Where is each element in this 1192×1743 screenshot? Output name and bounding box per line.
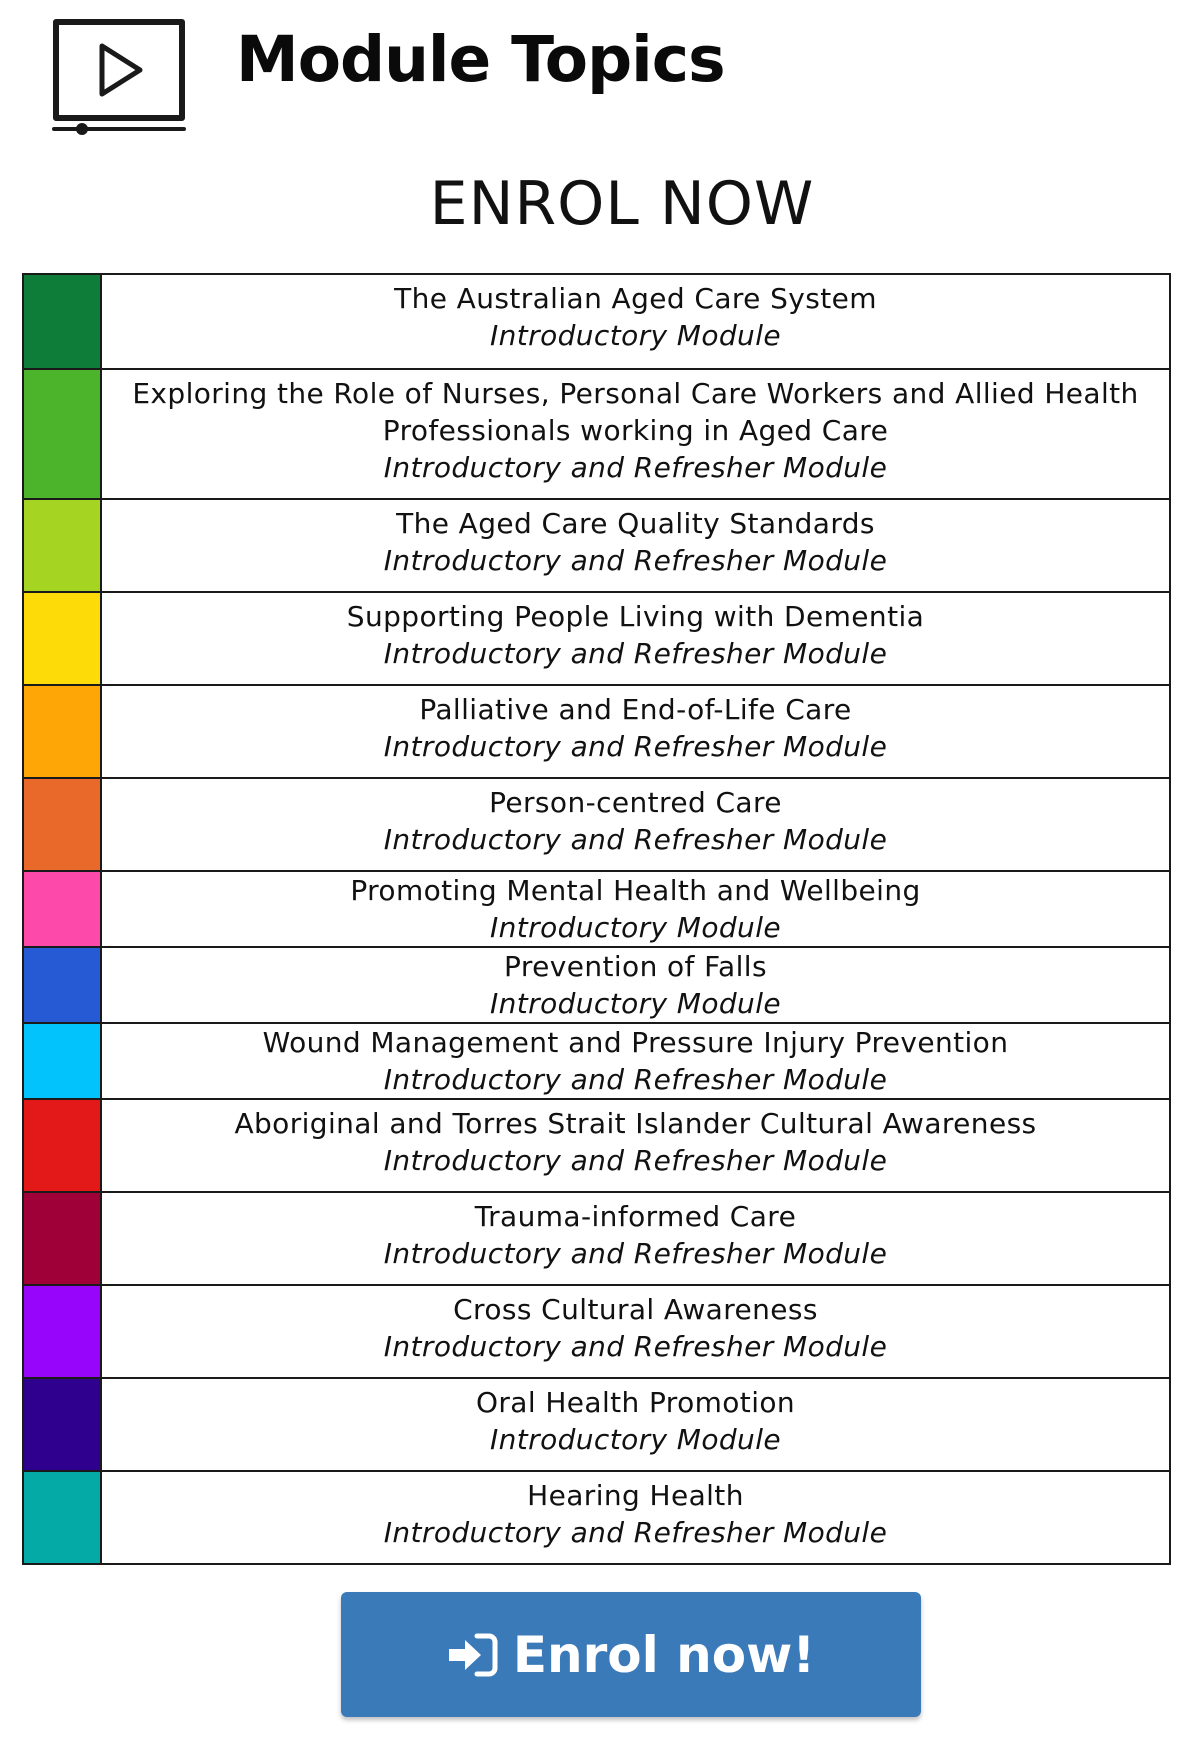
module-color-swatch xyxy=(24,1193,102,1284)
module-row xyxy=(24,498,1169,591)
module-type: Introductory and Refresher Module xyxy=(383,544,888,577)
module-title: Palliative and End-of-Life Care xyxy=(419,693,852,726)
module-row xyxy=(24,1022,1169,1098)
module-row xyxy=(24,1284,1169,1377)
module-cell xyxy=(102,1193,1169,1284)
module-title: Exploring the Role of Nurses, Personal Care Workers and Allied Health Professionals working in Aged Care xyxy=(132,377,1139,447)
module-color-swatch xyxy=(24,500,102,591)
module-title: Person-centred Care xyxy=(489,786,782,819)
module-row xyxy=(24,591,1169,684)
module-row xyxy=(24,1470,1169,1563)
module-cell xyxy=(102,370,1169,498)
module-cell xyxy=(102,1024,1169,1098)
module-color-swatch xyxy=(24,872,102,946)
module-cell xyxy=(102,1286,1169,1377)
module-title: Promoting Mental Health and Wellbeing xyxy=(350,874,921,907)
enrol-now-button[interactable] xyxy=(341,1592,921,1717)
module-color-swatch xyxy=(24,275,102,368)
module-cell xyxy=(102,275,1169,368)
module-title: Cross Cultural Awareness xyxy=(453,1293,818,1326)
module-color-swatch xyxy=(24,1100,102,1191)
module-cell xyxy=(102,779,1169,870)
module-title: The Aged Care Quality Standards xyxy=(396,507,875,540)
module-cell xyxy=(102,686,1169,777)
module-color-swatch xyxy=(24,1472,102,1563)
module-type: Introductory and Refresher Module xyxy=(383,451,888,484)
module-row xyxy=(24,1377,1169,1470)
module-cell xyxy=(102,1472,1169,1563)
module-color-swatch xyxy=(24,1286,102,1377)
module-topics-table xyxy=(22,273,1171,1565)
module-type: Introductory and Refresher Module xyxy=(383,637,888,670)
module-color-swatch xyxy=(24,1024,102,1098)
module-title: Wound Management and Pressure Injury Prevention xyxy=(262,1026,1009,1059)
module-cell xyxy=(102,1100,1169,1191)
module-color-swatch xyxy=(24,370,102,498)
module-title: The Australian Aged Care System xyxy=(394,282,877,315)
module-color-swatch xyxy=(24,593,102,684)
module-cell xyxy=(102,948,1169,1022)
module-type: Introductory Module xyxy=(489,987,782,1020)
module-row xyxy=(24,1098,1169,1191)
module-row xyxy=(24,870,1169,946)
module-cell xyxy=(102,1379,1169,1470)
module-type: Introductory and Refresher Module xyxy=(383,1237,888,1270)
module-cell xyxy=(102,872,1169,946)
module-color-swatch xyxy=(24,779,102,870)
module-title: Prevention of Falls xyxy=(504,950,767,983)
module-row xyxy=(24,946,1169,1022)
module-type: Introductory Module xyxy=(489,911,782,944)
module-title: Trauma-informed Care xyxy=(474,1200,797,1233)
sign-in-icon xyxy=(447,1632,499,1678)
module-row xyxy=(24,1191,1169,1284)
module-cell xyxy=(102,593,1169,684)
module-row xyxy=(24,777,1169,870)
header xyxy=(0,0,1192,150)
module-title: Hearing Health xyxy=(527,1479,744,1512)
module-type: Introductory and Refresher Module xyxy=(383,1330,888,1363)
module-cell xyxy=(102,500,1169,591)
page-title: Module Topics xyxy=(236,23,725,96)
module-row xyxy=(24,275,1169,368)
module-type: Introductory and Refresher Module xyxy=(383,823,888,856)
video-player-icon xyxy=(52,18,188,136)
module-row xyxy=(24,368,1169,498)
module-type: Introductory and Refresher Module xyxy=(383,1516,888,1549)
module-title: Aboriginal and Torres Strait Islander Cultural Awareness xyxy=(234,1107,1037,1140)
enrol-now-heading: ENROL NOW xyxy=(429,169,815,239)
enrol-now-button-label: Enrol now! xyxy=(512,1625,816,1684)
module-color-swatch xyxy=(24,1379,102,1470)
module-type: Introductory and Refresher Module xyxy=(383,730,888,763)
module-type: Introductory and Refresher Module xyxy=(383,1144,888,1177)
module-color-swatch xyxy=(24,686,102,777)
module-title: Oral Health Promotion xyxy=(475,1386,796,1419)
module-type: Introductory and Refresher Module xyxy=(383,1063,888,1096)
module-type: Introductory Module xyxy=(489,319,782,352)
module-type: Introductory Module xyxy=(489,1423,782,1456)
module-row xyxy=(24,684,1169,777)
module-title: Supporting People Living with Dementia xyxy=(346,600,925,633)
module-color-swatch xyxy=(24,948,102,1022)
